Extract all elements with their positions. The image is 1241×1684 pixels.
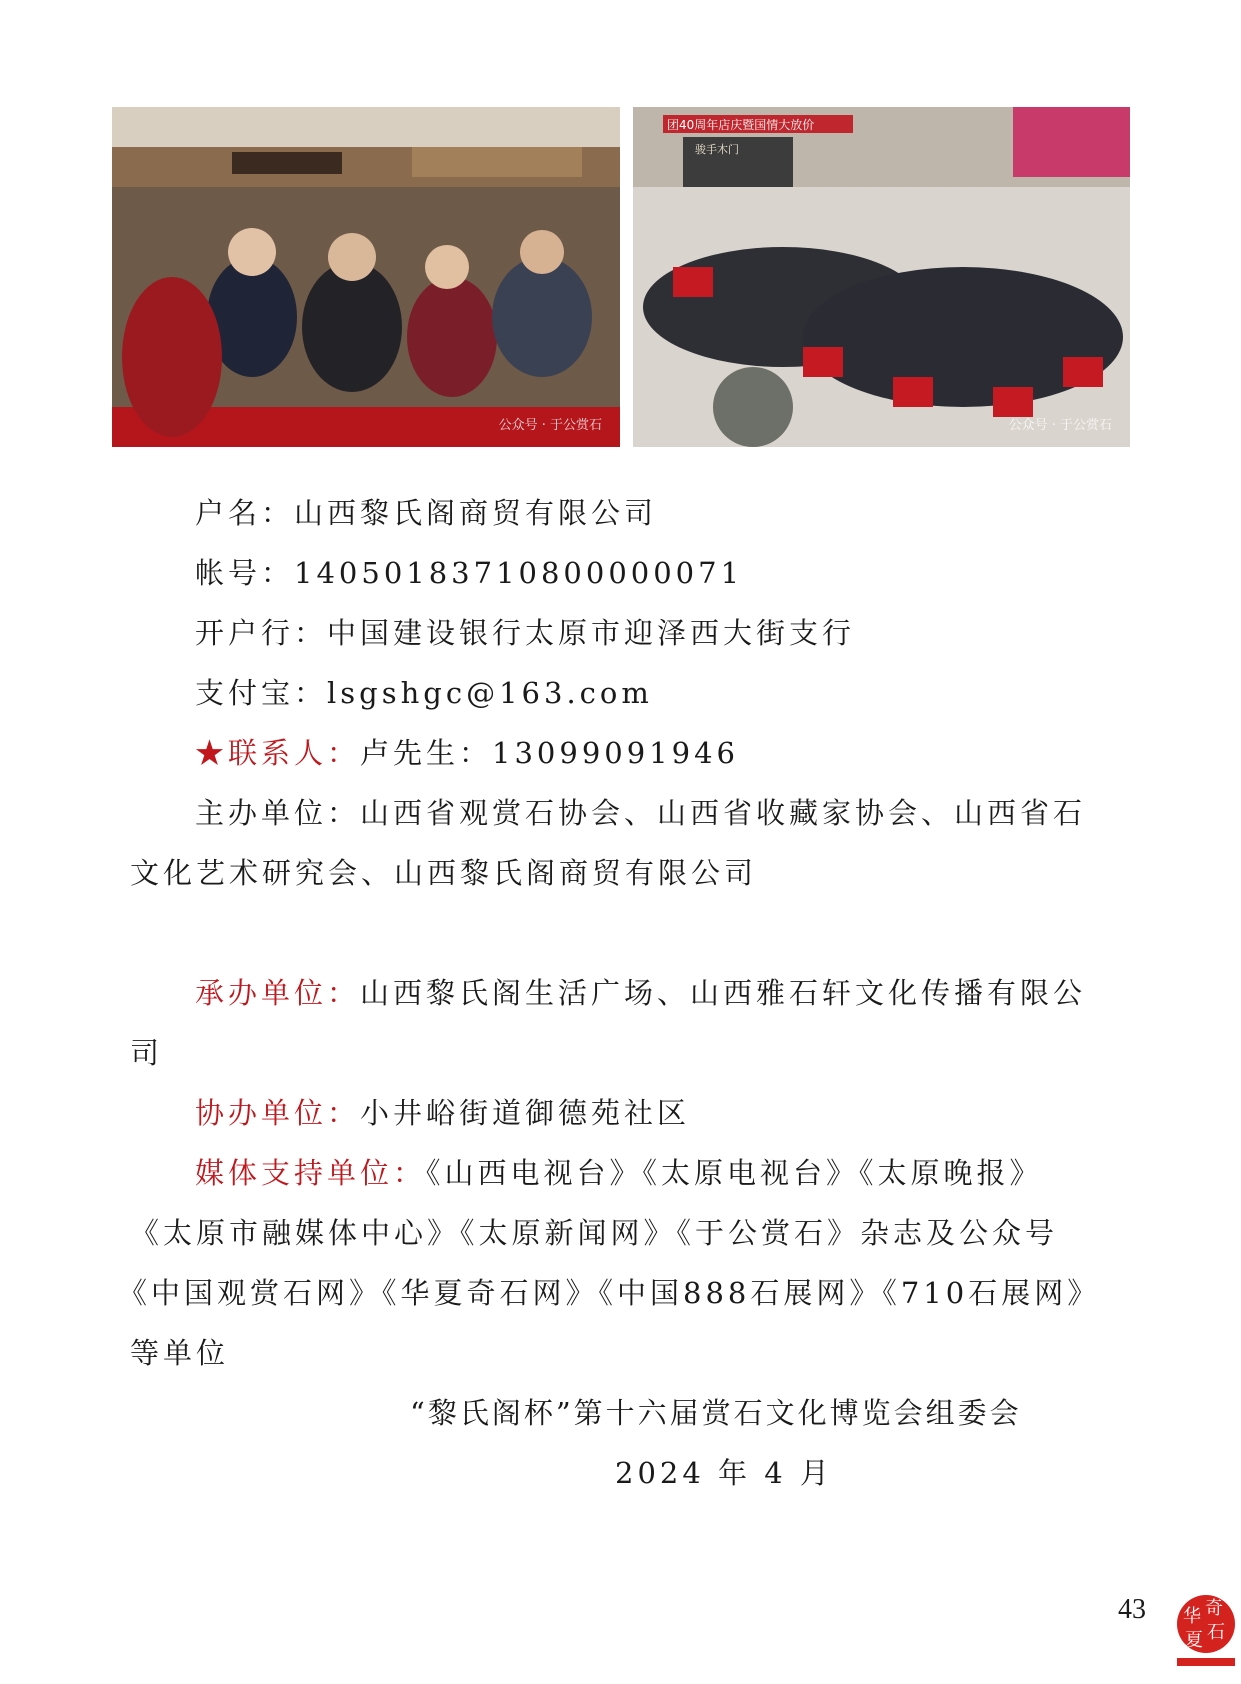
contact-value: 卢先生：13099091946	[360, 736, 739, 770]
alipay-line	[195, 673, 653, 713]
committee-name: “黎氏阁杯”第十六届赏石文化博览会组委会	[410, 1396, 1022, 1430]
svg-text:夏: 夏	[1185, 1630, 1203, 1651]
huaxia-qishi-logo	[1175, 1588, 1237, 1670]
contact-line	[195, 733, 739, 773]
contact-label: ★联系人：	[195, 736, 361, 770]
media-line-4	[130, 1333, 229, 1373]
signature-date: 2024 年 4 月	[615, 1456, 833, 1490]
undertaker-label: 承办单位：	[195, 976, 361, 1010]
media-value-4: 等单位	[130, 1336, 230, 1370]
undertaker-value-2: 司	[130, 1036, 164, 1070]
co-organizer-label: 协办单位：	[195, 1096, 361, 1130]
media-label: 媒体支持单位：	[195, 1156, 427, 1190]
shop-sign-text: 骏手木门	[695, 143, 739, 156]
page-number: 43	[1118, 1594, 1146, 1625]
committee-signature	[410, 1393, 1022, 1433]
media-value-3: 《中国观赏石网》《华夏奇石网》《中国888石展网》《710石展网》	[118, 1276, 1101, 1310]
host-label: 主办单位：	[195, 796, 361, 830]
svg-text:石: 石	[1207, 1622, 1225, 1643]
undertaker-line-2	[130, 1033, 163, 1073]
alipay-label: 支付宝：	[195, 676, 328, 710]
media-value-2: 《太原市融媒体中心》《太原新闻网》《于公赏石》杂志及公众号	[130, 1216, 1059, 1250]
photo-audience-right-image	[633, 107, 1130, 447]
host-line-1	[195, 793, 1086, 833]
account-number-label: 帐号：	[195, 556, 295, 590]
alipay-value: lsgshgc@163.com	[327, 676, 653, 710]
host-value-2: 文化艺术研究会、山西黎氏阁商贸有限公司	[130, 856, 758, 890]
photo-audience-left-image	[112, 107, 620, 447]
photo-audience-right	[633, 107, 1130, 447]
undertaker-value-1: 山西黎氏阁生活广场、山西雅石轩文化传播有限公	[360, 976, 1087, 1010]
media-line-1	[195, 1153, 1043, 1193]
watermark-left: 公众号 · 于公赏石	[498, 418, 602, 433]
co-organizer-value: 小井峪街道御德苑社区	[360, 1096, 691, 1130]
account-number-line	[195, 553, 743, 593]
host-line-2	[130, 853, 757, 893]
account-name-label: 户名：	[195, 496, 295, 530]
host-value-1: 山西省观赏石协会、山西省收藏家协会、山西省石	[360, 796, 1087, 830]
watermark-right: 公众号 · 于公赏石	[1008, 418, 1112, 433]
account-name-line	[195, 493, 657, 533]
bank-label: 开户行：	[195, 616, 328, 650]
undertaker-line-1	[195, 973, 1086, 1013]
account-number-value: 14050183710800000071	[294, 556, 744, 590]
banner-text: 团40周年店庆暨国情大放价	[667, 118, 815, 132]
account-name-value: 山西黎氏阁商贸有限公司	[294, 496, 658, 530]
bank-line	[195, 613, 855, 653]
signature-date-line	[615, 1453, 833, 1493]
media-line-2	[130, 1213, 1058, 1253]
co-organizer-line	[195, 1093, 690, 1133]
svg-text:奇: 奇	[1205, 1598, 1223, 1619]
bank-value: 中国建设银行太原市迎泽西大街支行	[327, 616, 856, 650]
media-value-1: 《山西电视台》《太原电视台》《太原晚报》	[426, 1156, 1043, 1190]
photo-audience-left	[112, 107, 620, 447]
svg-text:华: 华	[1183, 1606, 1201, 1627]
media-line-3	[118, 1273, 1100, 1313]
logo-seal-icon	[1175, 1588, 1237, 1670]
